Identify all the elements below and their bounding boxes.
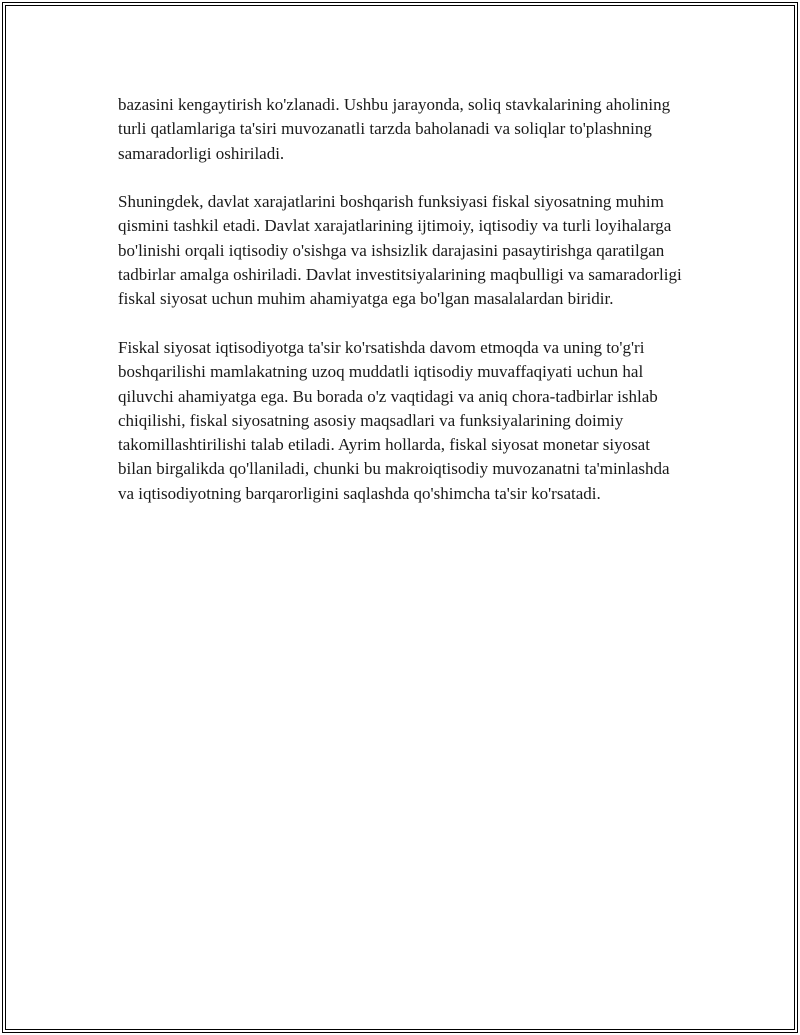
paragraph-2: Shuningdek, davlat xarajatlarini boshqarish funksiyasi fiskal siyosatning muhim qismini tashkil etadi. Davlat xarajatlarining ijtimoiy, iqtisodiy va turli loyihalarga bo'linishi orqali iqtisodiy o'sishga va ishsizlik darajasini pasaytirishga qaratilgan tadbirlar amalga oshiriladi. Davlat investitsiyalarining maqbulligi va samaradorligi fiskal siyosat uchun muhim ahamiyatga ega bo'lgan masalalardan biridir. <box>118 192 682 309</box>
paragraph-3: Fiskal siyosat iqtisodiyotga ta'sir ko'rsatishda davom etmoqda va uning to'g'ri boshqarilishi mamlakatning uzoq muddatli iqtisodiy muvaffaqiyati uchun hal qiluvchi ahamiyatga ega. Bu borada o'z vaqtidagi va aniq chora-tadbirlar ishlab chiqilishi, fiskal siyosatning asosiy maqsadlari va funksiyalarining doimiy takomillashtirilishi talab etiladi. Ayrim hollarda, fiskal siyosat monetar siyosat bilan birgalikda qo'llaniladi, chunki bu makroiqtisodiy muvozanatni ta'minlashda va iqtisodiyotning barqarorligini saqlashda qo'shimcha ta'sir ko'rsatadi. <box>118 337 670 503</box>
paragraph-1: bazasini kengaytirish ko'zlanadi. Ushbu jarayonda, soliq stavkalarining aholining turli qatlamlariga ta'siri muvozanatli tarzda baholanadi va soliqlar to'plashning samaradorligi oshiriladi. <box>118 95 671 163</box>
document-body <box>118 93 684 530</box>
